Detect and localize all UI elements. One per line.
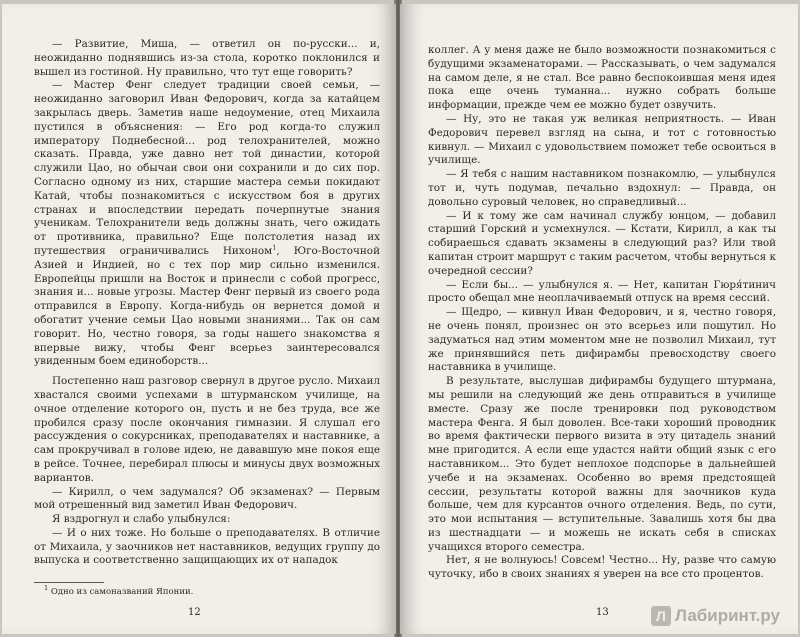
paragraph-text: , Юго-Восточной Азией и Индией, но с тех пор мир сильно изменился. Европейцы пришли на Восток и принесли с собой прогресс, знания и... новые угрозы. Мастер Фенг первый из своего рода отправился в Европу. Когда-нибудь он вернется домой и обогатит учение семьи Цао новыми знаниями... Так он сам говорит. Но, честно говоря, за годы нашего знакомства я впервые вижу, чтобы Фенг всерьез заинтересовался увиденным боем единоборств... — [34, 244, 380, 368]
paragraph: — И о них тоже. Но больше о преподавателях. В отличие от Михаила, у заочников нет наставников, ведущих группу до выпуска и соответственно защищающих их от нападок — [34, 526, 380, 567]
paragraph: — Щедро, — кивнул Иван Федорович, и я, честно говоря, не очень понял, произнес он это всерьез или пошутил. Но задуматься над этим моментом мне не позволил Михаил, тут же принявшийся петь дифирамбы превосходству своего наставника в училище. — [428, 306, 776, 374]
paragraph: Я вздрогнул и слабо улыбнулся: — [52, 513, 231, 526]
labirint-logo-icon: Л — [651, 606, 671, 626]
paragraph: Нет, я не волнуюсь! Совсем! Честно... Ну, разве что самую чуточку, ибо в своих знаниях я уверен на все сто процентов. — [428, 554, 776, 581]
paragraph: коллег. А у меня даже не было возможности познакомиться с будущими экзаменаторами. — Рассказывать, о чем задумался на самом деле, я не стал. Все равно беспокоившая меня идея пока еще очень туманна... нужно собрать больше информации, прежде чем ее можно будет озвучить. — [428, 44, 776, 112]
footnote-mark: 1 — [272, 243, 277, 252]
paragraph: — Развитие, Миша, — ответил он по-русски... и, неожиданно поднявшись из-за стола, коротко поклонился и вышел из гостиной. Ну правильно, что тут еще говорить? — [34, 38, 380, 78]
page-number: 13 — [596, 607, 609, 618]
footnote-mark: 1 — [44, 584, 49, 593]
left-page — [2, 4, 396, 634]
paragraph — [34, 79, 380, 369]
footnote-text: Одно из самоназваний Японии. — [50, 587, 194, 598]
paragraph-text: — Мастер Фенг следует традиции своей семьи, — неожиданно заговорил Иван Федорович, когда за катайцем закрылась дверь. Заметив наше недоумение, отец Михаила пустился в объяснения: — Его род когда-то служил императору Поднебесной... род телохранителей, можно сказать. Правда, уже давно нет той династии, которой служили Цао, но обычаи свои они сохранили и до сих пор. Согласно одному из них, старшие мастера семьи покидают Катай, чтобы познакомиться с искусством боя в других странах и впоследствии передать почерпнутые знания ученикам. Телохранители ведь должны знать, чего ожидать от противника, правильно? Еще полстолетия назад их путешествия ограничивались Нихоном — [34, 79, 380, 257]
footnote-rule — [34, 582, 104, 583]
paragraph: В результате, выслушав дифирамбы будущего штурмана, мы решили на следующий же день отправиться в училище вместе. Сразу же после тренировки под руководством мастера Фенга. Я был доволен. Все-таки хороший проводник во время фактически первого визита в эту цитадель знаний мне пригодится. А если еще удастся найти общий язык с его наставником... Это будет неплохое подспорье в дальнейшей учебе и на экзаменах. Особенно во время предстоящей сессии, результаты которой важны для заочников куда больше, чем для курсантов очного отделения. Ведь, по сути, это мои испытания — вступительные. Завалишь хотя бы два из шестнадцати — и можешь не искать себя в списках учащихся второго семестра. — [428, 375, 776, 553]
watermark — [651, 606, 780, 626]
right-page — [400, 4, 798, 634]
footnote — [34, 584, 380, 598]
paragraph: — Ну, это не такая уж великая неприятность. — Иван Федорович перевел взгляд на сына, и тот с готовностью кивнул. — Михаил с удовольствием поможет тебе освоиться в училище. — [428, 112, 776, 167]
page-number: 12 — [188, 607, 201, 618]
paragraph: Постепенно наш разговор свернул в другое русло. Михаил хвастался своими успехами в штурманском училище, на очное отделение которого он, пусть и не без труда, все же пробился сразу после окончания гимназии. Я слушал его рассуждения о сокурсниках, преподавателях и наставнике, а сам прокручивал в голове идею, не дававшую мне покоя еще в рейсе. Точнее, перебирал плюсы и минусы двух возможных вариантов. — [34, 375, 380, 484]
watermark-text: Лабиринт.ру — [674, 606, 780, 625]
paragraph: — Я тебя с нашим наставником познакомлю, — улыбнулся тот и, чуть подумав, печально вздохнул: — Правда, он довольно суровый человек, но справедливый... — [428, 168, 776, 208]
paragraph: — Кирилл, о чем задумался? Об экзаменах? — Первым мой отрешенный вид заметил Иван Федорович. — [34, 485, 380, 512]
paragraph: — И к тому же сам начинал службу юнцом, — добавил старший Горский и усмехнулся. — Кстати, Кирилл, а как ты собираешься сдавать экзамены в следующий раз? Или твой капитан строит маршрут с таким расчетом, чтобы вернуться к очередной сессии? — [428, 209, 776, 277]
paragraph: — Если бы... — улыбнулся я. — Нет, капитан Гюря́тинич просто обещал мне неоплачиваемый отпуск на время сессий. — [428, 278, 776, 305]
